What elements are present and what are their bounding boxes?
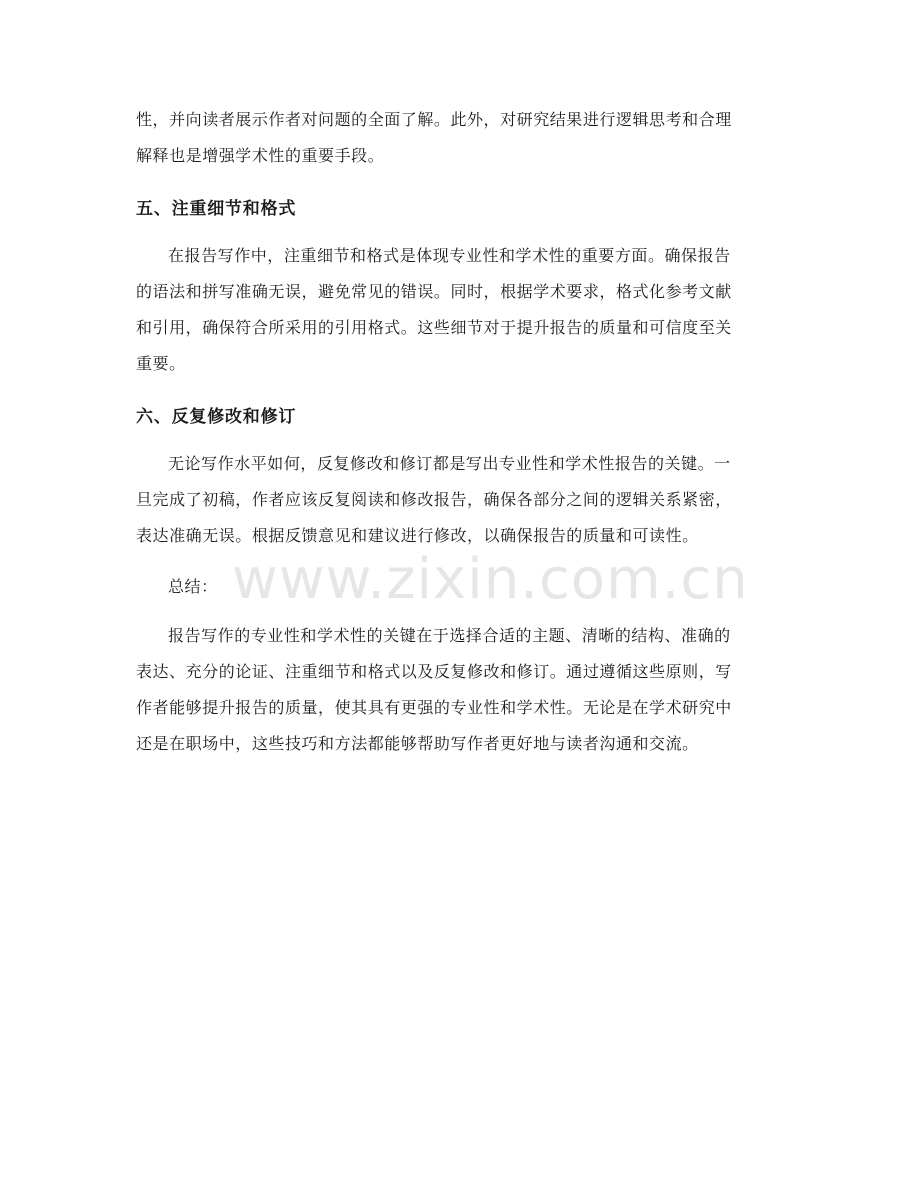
paragraph-line: 表达、充分的论证、注重细节和格式以及反复修改和修订。通过遵循这些原则，写 [136,662,732,681]
summary-label: 总结： [168,577,218,596]
paragraph-line: 重要。 [136,354,186,373]
watermark: www.zixin.com.cn [232,547,749,612]
paragraph-line: 作者能够提升报告的质量，使其具有更强的专业性和学术性。无论是在学术研究中 [136,698,732,717]
paragraph-line: 解释也是增强学术性的重要手段。 [136,146,385,165]
paragraph-line: 报告写作的专业性和学术性的关键在于选择合适的主题、清晰的结构、准确的 [168,626,731,645]
paragraph-line: 和引用，确保符合所采用的引用格式。这些细节对于提升报告的质量和可信度至关 [136,318,732,337]
paragraph-line: 表达准确无误。根据反馈意见和建议进行修改，以确保报告的质量和可读性。 [136,526,699,545]
section-heading-5: 五、注重细节和格式 [136,199,297,219]
paragraph-line: 性，并向读者展示作者对问题的全面了解。此外，对研究结果进行逻辑思考和合理 [136,110,732,129]
paragraph-line: 还是在职场中，这些技巧和方法都能够帮助写作者更好地与读者沟通和交流。 [136,734,699,753]
paragraph-line: 的语法和拼写准确无误，避免常见的错误。同时，根据学术要求，格式化参考文献 [136,282,732,301]
paragraph-line: 在报告写作中，注重细节和格式是体现专业性和学术性的重要方面。确保报告 [168,246,731,265]
paragraph-line: 旦完成了初稿，作者应该反复阅读和修改报告，确保各部分之间的逻辑关系紧密， [136,490,732,509]
paragraph-line: 无论写作水平如何，反复修改和修订都是写出专业性和学术性报告的关键。一 [168,454,731,473]
section-heading-6: 六、反复修改和修订 [136,407,297,427]
